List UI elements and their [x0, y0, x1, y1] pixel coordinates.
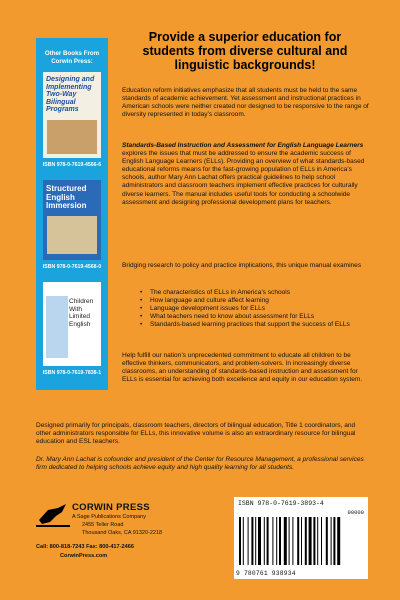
other-books-heading: Other Books From Corwin Press:: [44, 50, 100, 65]
audience-paragraph: [36, 422, 368, 446]
topics-list: [140, 289, 370, 329]
book-cover-structured-english: [43, 180, 101, 260]
author-bio: [36, 456, 368, 472]
book-isbn: ISBN 978-0-7619-4566-6: [42, 162, 102, 168]
list-item: • Language development issues for ELLs: [140, 305, 370, 313]
barcode-isbn: ISBN 978-0-7619-3893-4: [238, 500, 324, 507]
list-item: • What teachers need to know about assessment for ELLs: [140, 313, 370, 321]
publisher-website: CorwinPress.com: [60, 553, 108, 559]
book-isbn: ISBN 978-0-7619-7838-1: [42, 370, 102, 376]
list-item: • How language and culture affect learning: [140, 297, 370, 305]
book-title: Designing and Implementing Two-Way Bilingual Programs: [46, 76, 95, 113]
barcode-price-code: 90000: [347, 509, 364, 516]
book-title: Structured English Immersion: [46, 184, 87, 210]
paragraph-text: explores the issues that must be addressed to ensure the academic success of English Language Learners (ELLs). Providing an overview of what standards-based educational reforms means for the fast-growing population of ELLs in America’s schools, author Mary Ann Lachat offers practical guidelines to help school administrators and classroom teachers implement effective practices for culturally diverse learners. The manual includes useful tools for conducting a schoolwide assessment and designing professional development plans for teachers.: [122, 150, 365, 206]
commitment-paragraph: [122, 352, 372, 384]
publisher-subtitle: A Sage Publications Company: [72, 514, 146, 520]
paragraph-text: Education reform initiatives emphasize that all students must be held to the same standards of academic achievement. Yet assessment and instructional practices in American schools were neither created nor designed to be responsive to the range of diversity represented in today’s classroom.: [122, 87, 369, 119]
description-paragraph: [122, 142, 372, 207]
other-books-panel: [36, 38, 108, 390]
barcode-number: 9 780761 938934: [236, 570, 296, 577]
book-isbn: ISBN 978-0-7619-4568-0: [42, 264, 102, 270]
book-cover-art: [47, 120, 97, 154]
paragraph-text: Help fulfill our nation’s unprecedented commitment to educate all children to be effective thinkers, communicators, and problem-solvers. In increasingly diverse classrooms, an understanding of standards-based instruction and assessment for ELLs is essential for achieving both excellence and equity in our education system.: [122, 352, 363, 384]
publisher-phone-fax: Call: 800-818-7243 Fax: 800-417-2466: [36, 544, 134, 550]
book-title-inline: Standards-Based Instruction and Assessment for English Language Learners: [122, 142, 364, 149]
book-title: Children With Limited English: [69, 298, 94, 328]
paragraph-text: Bridging research to policy and practice implications, this unique manual examines: [122, 262, 362, 269]
list-item: • Standards-based learning practices that support the success of ELLs: [140, 321, 370, 329]
book-cover-art: [46, 296, 68, 358]
corwin-crow-logo-icon: [36, 500, 70, 530]
barcode-panel: [234, 497, 368, 579]
publisher-address-line1: 2455 Teller Road: [82, 522, 124, 528]
book-cover-two-way: [43, 72, 101, 158]
paragraph-text: Designed primarily for principals, classroom teachers, directors of bilingual education, Title 1 coordinators, and other administrators responsible for ELLs, this innovative volume is also an extraordinary resource for bilingual education and ESL teachers.: [36, 422, 356, 446]
barcode-icon: [237, 517, 365, 567]
intro-paragraph: [122, 87, 372, 119]
examines-paragraph: [122, 262, 372, 270]
publisher-name: CORWIN PRESS: [72, 502, 150, 513]
book-cover-art: [47, 216, 97, 254]
publisher-address-line2: Thousand Oaks, CA 91320-2218: [82, 530, 163, 536]
headline: Provide a superior education for students from diverse cultural and linguistic backgrounds!: [142, 30, 348, 72]
book-cover-children-limited-english: [43, 282, 101, 366]
list-item: • The characteristics of ELLs in America’s schools: [140, 289, 370, 297]
paragraph-text: Dr. Mary Ann Lachat is cofounder and president of the Center for Resource Management, a professional services firm dedicated to helping schools achieve equity and high quality learning for all students.: [36, 456, 364, 472]
